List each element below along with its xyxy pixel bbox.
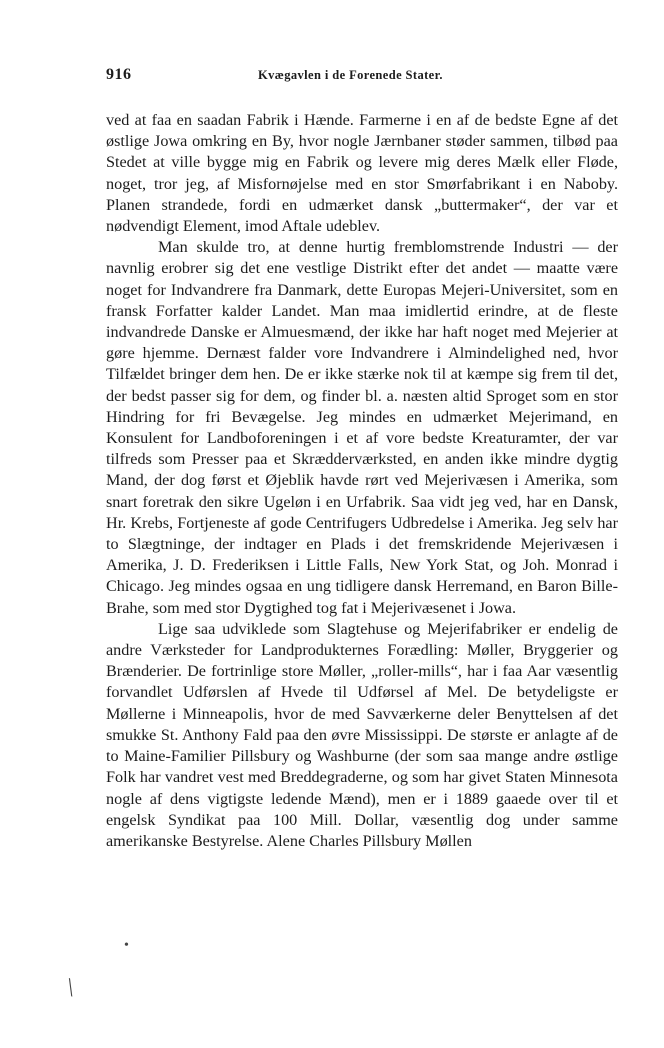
page-number: 916 [106, 66, 132, 83]
stray-dot-mark: • [124, 938, 129, 953]
paragraph-3: Lige saa udviklede som Slagtehuse og Mejerifabriker er endelig de andre Værksteder for Landprodukternes Forædling: Møller, Bryggerier og Brænderier. De fortrinlige store Møller, „roller-mills“, har i faa Aar væsentlig forvandlet Udførslen af Hvede til Udførsel af Mel. De betydeligste er Møllerne i Minneapolis, hvor de med Savværkerne deler Benyttelsen af det smukke St. Anthony Fald paa den øvre Mississippi. De største er anlagte af de to Maine-Familier Pillsbury og Washburne (der som saa mange andre østlige Folk har vandret vest med Breddegraderne, og som har givet Staten Minnesota nogle af dens vigtigste ledende Mænd), men er i 1889 gaaede over til et engelsk Syndikat paa 100 Mill. Dollar, væsentlig dog under samme amerikanske Bestyrelse. Alene Charles Pillsbury Møllen [106, 619, 618, 850]
running-head: Kvægavlen i de Forenede Stater. [258, 68, 443, 82]
stray-tick-mark: ╲ [63, 980, 77, 997]
body-text [106, 110, 618, 852]
paragraph-1: ved at faa en saadan Fabrik i Hænde. Farmerne i en af de bedste Egne af det østlige Jowa omkring en By, hvor nogle Jærnbaner støder sammen, tilbød paa Stedet at ville bygge mig en Fabrik og levere mig deres Mælk eller Fløde, noget, tror jeg, af Misfornøjelse med en stor Smørfabrikant i en Naboby. Planen strandede, fordi en udmærket dansk „buttermaker“, der var et nødvendigt Element, imod Aftale udeblev. [106, 111, 618, 236]
paragraph-2: Man skulde tro, at denne hurtig fremblomstrende Industri — der navnlig erobrer sig det ene vestlige Distrikt efter det andet — maatte være noget for Indvandrere fra Danmark, dette Europas Mejeri-Universitet, som en fransk Forfatter kalder Landet. Man maa imidlertid erindre, at de fleste indvandrede Danske er Almuesmænd, der ikke har haft noget med Mejerier at gøre hjemme. Dernæst falder vore Indvandrere i Almindelighed ned, hvor Tilfældet bringer dem hen. De er ikke stærke nok til at kæmpe sig frem til det, der bedst passer sig for dem, og finder bl. a. næsten altid Sproget som en stor Hindring for fri Bevægelse. Jeg mindes en udmærket Mejerimand, en Konsulent for Landboforeningen i et af vore bedste Kreaturamter, der var tilfreds som Presser paa et Skrædderværksted, en anden ikke mindre dygtig Mand, der dog først et Øjeblik havde rørt ved Mejerivæsen i Amerika, som snart foretrak den sikre Ugeløn i en Urfabrik. Saa vidt jeg ved, har en Dansk, Hr. Krebs, Fortjeneste af gode Centrifugers Udbredelse i Amerika. Jeg selv har to Slægtninge, der indtager en Plads i det fremskridende Mejerivæsen i Amerika, J. D. Frederiksen i Little Falls, New York Stat, og Joh. Monrad i Chicago. Jeg mindes ogsaa en ung tidligere dansk Herremand, en Baron Bille-Brahe, som med stor Dygtighed tog fat i Mejerivæsenet i Jowa. [106, 238, 618, 617]
page-header [106, 66, 616, 90]
